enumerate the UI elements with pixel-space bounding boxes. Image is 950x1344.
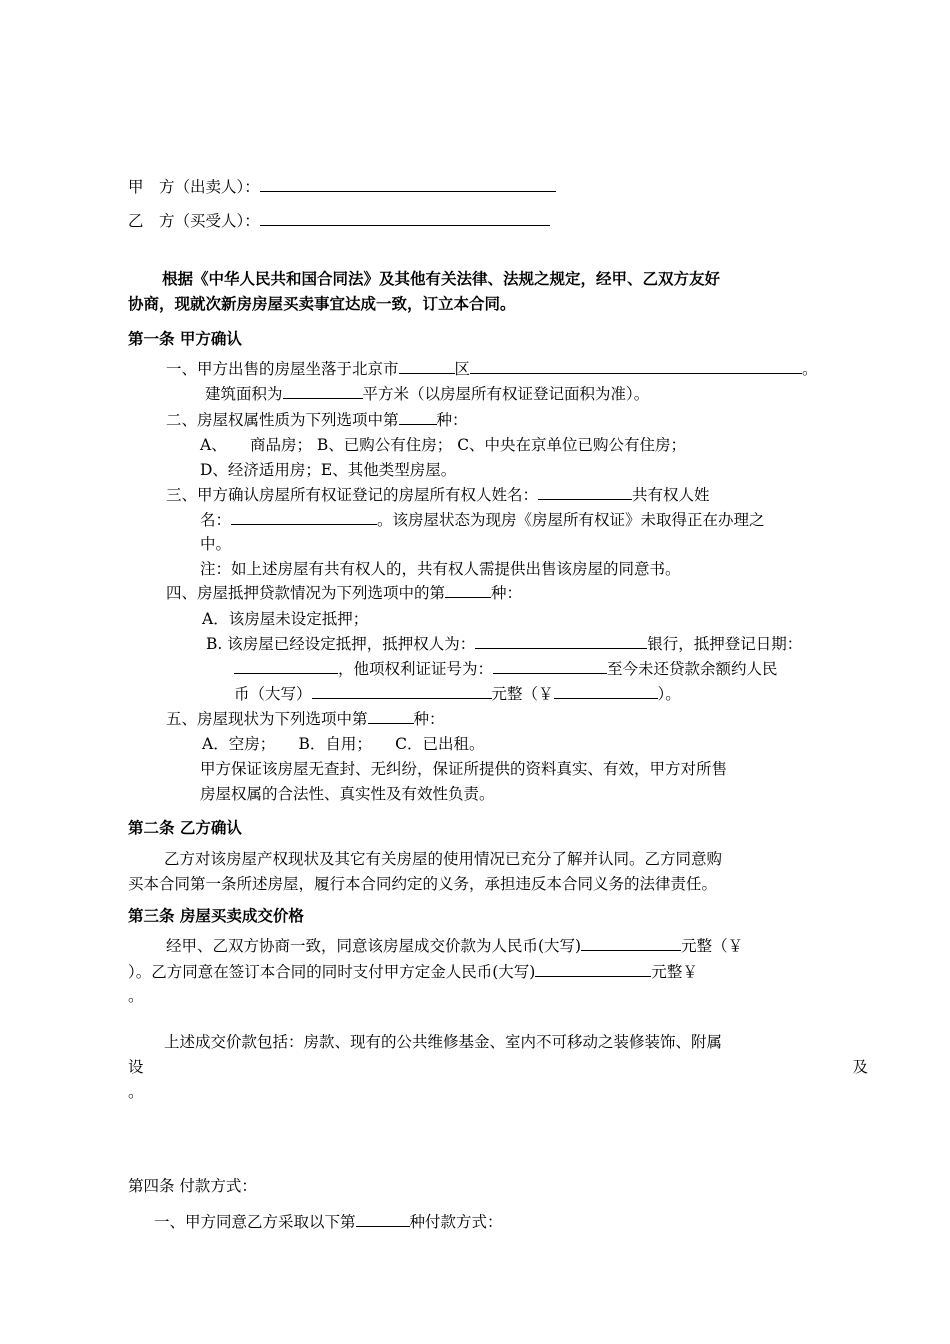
status-option-blank[interactable] (368, 708, 414, 724)
article2-line-1: 乙方对该房屋产权现状及其它有关房屋的使用情况已充分了解并认同。乙方同意购 (164, 850, 723, 868)
item2-text-b: 种： (436, 411, 468, 429)
deposit-words-blank[interactable] (535, 961, 651, 977)
item4-optb-a: B. 该房屋已经设定抵押，抵押权人为： (206, 635, 476, 653)
item1-text-c: 。 (802, 360, 818, 378)
item4-option-a: A．该房屋未设定抵押； (202, 610, 369, 628)
item4-optb-line3-a: 币（大写） (234, 685, 312, 703)
item4-option-b (206, 633, 802, 655)
article1-item1-area (205, 383, 649, 405)
article4-item1-a: 一、甲方同意乙方采取以下第 (154, 1213, 356, 1231)
item3-line2-a: 名： (200, 511, 232, 529)
article3-line1-a: 经甲、乙双方协商一致，同意该房屋成交价款为人民币(大写) (166, 937, 582, 955)
district-blank[interactable] (399, 358, 455, 374)
article1-heading: 第一条 甲方确认 (128, 330, 242, 348)
address-blank[interactable] (470, 358, 802, 374)
payment-option-blank[interactable] (356, 1211, 410, 1227)
article3-line-1 (166, 935, 743, 957)
item4-option-b-line3 (234, 683, 681, 705)
item4-optb-line2-a: ，他项权利证证号为： (338, 660, 494, 678)
item2-options-2: D、经济适用房；E、其他类型房屋。 (200, 461, 457, 479)
item4-text-b: 种： (491, 584, 523, 602)
item1-text-b: 区 (454, 360, 471, 378)
party-b-label: 乙 方（买受人）： (128, 212, 260, 230)
article1-item3-line3: 中。 (200, 535, 232, 553)
party-a-line (128, 176, 556, 198)
item4-optb-b: 银行，抵押登记日期： (647, 635, 803, 653)
article4-heading: 第四条 付款方式： (128, 1177, 257, 1195)
property-type-blank[interactable] (399, 409, 437, 425)
co-owner-name-blank[interactable] (231, 509, 377, 525)
article1-item3-line2 (200, 509, 765, 531)
item4-option-b-line2 (234, 658, 778, 680)
item4-optb-line3-c: ）。 (657, 685, 681, 703)
party-b-line (128, 210, 550, 232)
mortgage-date-blank[interactable] (234, 658, 338, 674)
mortgage-option-blank[interactable] (445, 582, 491, 598)
party-b-blank[interactable] (260, 210, 550, 226)
item2-options-1: A、 商品房； B、已购公有住房； C、中央在京单位已购公有住房； (200, 436, 687, 454)
loan-balance-words-blank[interactable] (312, 683, 492, 699)
includes-line2-right: 及 (852, 1058, 868, 1076)
item2-text-a: 二、房屋权属性质为下列选项中第 (166, 411, 399, 429)
includes-line-2 (128, 1056, 868, 1078)
co-owner-note: 注：如上述房屋有共有权人的，共有权人需提供出售该房屋的同意书。 (200, 560, 681, 578)
article3-line-3: 。 (128, 987, 144, 1005)
includes-line2-left: 设 (128, 1058, 144, 1076)
article1-item1 (166, 358, 818, 380)
area-blank[interactable] (283, 383, 363, 399)
article3-line2-b: 元整￥ (651, 963, 698, 981)
article4-item1-b: 种付款方式： (409, 1213, 503, 1231)
item1-text-a: 一、甲方出售的房屋坐落于北京市 (166, 360, 399, 378)
loan-balance-number-blank[interactable] (554, 683, 658, 699)
includes-line-1: 上述成交价款包括：房款、现有的公共维修基金、室内不可移动之装修装饰、附属 (164, 1033, 723, 1051)
item5-options: A．空房； B．自用； C．已出租。 (202, 735, 485, 753)
article3-line1-b: 元整（￥ (681, 937, 744, 955)
item5-text-b: 种： (413, 710, 445, 728)
article1-item3 (166, 484, 710, 506)
item5-text-a: 五、房屋现状为下列选项中第 (166, 710, 368, 728)
item4-text-a: 四、房屋抵押贷款情况为下列选项中的第 (166, 584, 446, 602)
item4-optb-line2-b: 至今未还贷款余额约人民 (607, 660, 778, 678)
party-a-blank[interactable] (260, 176, 556, 192)
intro-line-2: 协商，现就次新房房屋买卖事宜达成一致，订立本合同。 (128, 295, 516, 313)
mortgagee-blank[interactable] (475, 633, 647, 649)
article2-heading: 第二条 乙方确认 (128, 819, 242, 837)
party-a-label: 甲 方（出卖人）： (128, 178, 260, 196)
article2-line-2: 买本合同第一条所述房屋，履行本合同约定的义务，承担违反本合同义务的法律责任。 (128, 875, 718, 893)
owner-name-blank[interactable] (538, 484, 632, 500)
includes-line-3: 。 (128, 1083, 144, 1101)
article1-item2 (166, 409, 468, 431)
intro-line-1: 根据《中华人民共和国合同法》及其他有关法律、法规之规定，经甲、乙双方友好 (162, 270, 721, 288)
article4-item1 (154, 1211, 503, 1233)
price-words-blank[interactable] (581, 935, 681, 951)
item3-text-b: 共有权人姓 (632, 486, 710, 504)
area-label: 建筑面积为 (205, 385, 283, 403)
article3-heading: 第三条 房屋买卖成交价格 (128, 907, 304, 925)
article1-item5 (166, 708, 445, 730)
right-cert-no-blank[interactable] (493, 658, 607, 674)
item3-text-a: 三、甲方确认房屋所有权证登记的房屋所有权人姓名： (166, 486, 539, 504)
item3-line2-b: 。该房屋状态为现房《房屋所有权证》未取得正在办理之 (377, 511, 765, 529)
item4-optb-line3-b: 元整（￥ (491, 685, 554, 703)
area-text: 平方米（以房屋所有权证登记面积为准）。 (362, 385, 650, 403)
article3-line2-a: ）。乙方同意在签订本合同的同时支付甲方定金人民币(大写) (128, 963, 536, 981)
article3-line-2 (128, 961, 698, 983)
guarantee-line-1: 甲方保证该房屋无查封、无纠纷，保证所提供的资料真实、有效，甲方对所售 (200, 760, 728, 778)
article1-item4 (166, 582, 522, 604)
guarantee-line-2: 房屋权属的合法性、真实性及有效性负责。 (200, 785, 495, 803)
